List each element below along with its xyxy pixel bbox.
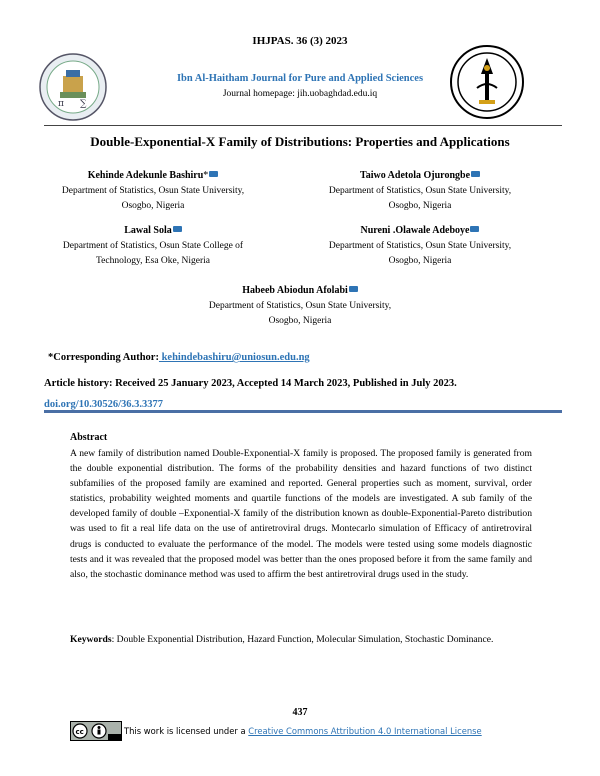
license-prefix: This work is licensed under a [124, 726, 249, 736]
doi-link[interactable]: doi.org/10.30526/36.3.3377 [44, 399, 164, 410]
header-divider [44, 125, 562, 126]
author-block [310, 168, 530, 214]
journal-issue-id: IHJPAS. 36 (3) 2023 [252, 35, 348, 47]
author-affiliation: Department of Statistics, Osun State University, [61, 186, 245, 196]
author-affiliation: Department of Statistics, Osun State University, [328, 186, 512, 196]
author-block [38, 168, 268, 214]
author-affiliation: Department of Statistics, Osun State University, [328, 241, 512, 251]
author-affiliation: Osogbo, Nigeria [121, 201, 185, 211]
abstract-heading: Abstract [70, 432, 108, 443]
license-link[interactable]: Creative Commons Attribution 4.0 International License [248, 726, 482, 736]
corresponding-author [48, 352, 310, 363]
journal-logo [449, 44, 525, 120]
author-affiliation: Osogbo, Nigeria [388, 256, 452, 266]
email-icon[interactable] [470, 226, 479, 232]
cc-by-license-icon[interactable] [70, 721, 122, 741]
article-history: Article history: Received 25 January 2023, Accepted 14 March 2023, Published in July 2023. [44, 378, 457, 389]
author-block [180, 283, 420, 329]
author-mark: * [203, 170, 209, 181]
keywords-text: : Double Exponential Distribution, Hazard Function, Molecular Simulation, Stochastic Dominance. [111, 634, 494, 645]
author-affiliation: Department of Statistics, Osun State College of [62, 241, 244, 251]
author-block [38, 223, 268, 269]
author-name: Kehinde Adekunle Bashiru [87, 170, 204, 181]
corresponding-email-link[interactable]: kehindebashiru@uniosun.edu.ng [158, 352, 310, 363]
page-number: 437 [292, 707, 308, 718]
author-affiliation: Osogbo, Nigeria [388, 201, 452, 211]
license-text [124, 726, 482, 736]
author-name: Lawal Sola [124, 225, 172, 236]
author-affiliation: Osogbo, Nigeria [268, 316, 332, 326]
author-affiliation: Department of Statistics, Osun State University, [208, 301, 392, 311]
email-icon[interactable] [349, 286, 358, 292]
svg-text:π: π [58, 99, 64, 109]
abstract-body: A new family of distribution named Double-Exponential-X family is proposed. The proposed family is generated from the double exponential distribution. The forms of the probability densities and hazard functions of two distinct subfamilies of the proposed family are examined and reported. General properties such as moment, survival, order statistics, probability weighted moments and quartile functions of the models are investigated. A sub family of the developed family of double –Exponential-X family of the distribution known as double-Exponential-Pareto distribution was used to fit a real life data on the use of antiretroviral drugs. Montecarlo simulation of Efficacy of antiretroviral drugs is conducted to evaluate the performance of the model. The models were tested using some models diagnostic tests and it was revealed that the proposed model was better than the ones proposed before it from the same family and also, the stochastic dominance method was used to affirm the best antiretroviral drugs used in the study. [70, 448, 532, 580]
author-name: Habeeb Abiodun Afolabi [242, 285, 348, 296]
university-logo [38, 52, 108, 122]
section-divider [44, 410, 562, 413]
paper-title: Double-Exponential-X Family of Distributions: Properties and Applications [90, 134, 510, 149]
email-icon[interactable] [471, 171, 480, 177]
author-block [310, 223, 530, 269]
author-affiliation: Technology, Esa Oke, Nigeria [96, 256, 210, 266]
license-row [70, 720, 482, 742]
keywords-label: Keywords [70, 634, 112, 645]
corresponding-label: *Corresponding Author: [48, 352, 159, 363]
journal-homepage[interactable]: Journal homepage: jih.uobaghdad.edu.iq [222, 89, 378, 99]
email-icon[interactable] [173, 226, 182, 232]
author-name: Nureni .Olawale Adeboye [360, 225, 470, 236]
keywords [70, 632, 532, 647]
svg-text:∑: ∑ [80, 99, 87, 109]
journal-name: Ibn Al-Haitham Journal for Pure and Applied Sciences [176, 73, 424, 84]
email-icon[interactable] [209, 171, 218, 177]
svg-text:cc: cc [75, 728, 84, 736]
author-name: Taiwo Adetola Ojurongbe [359, 170, 471, 181]
